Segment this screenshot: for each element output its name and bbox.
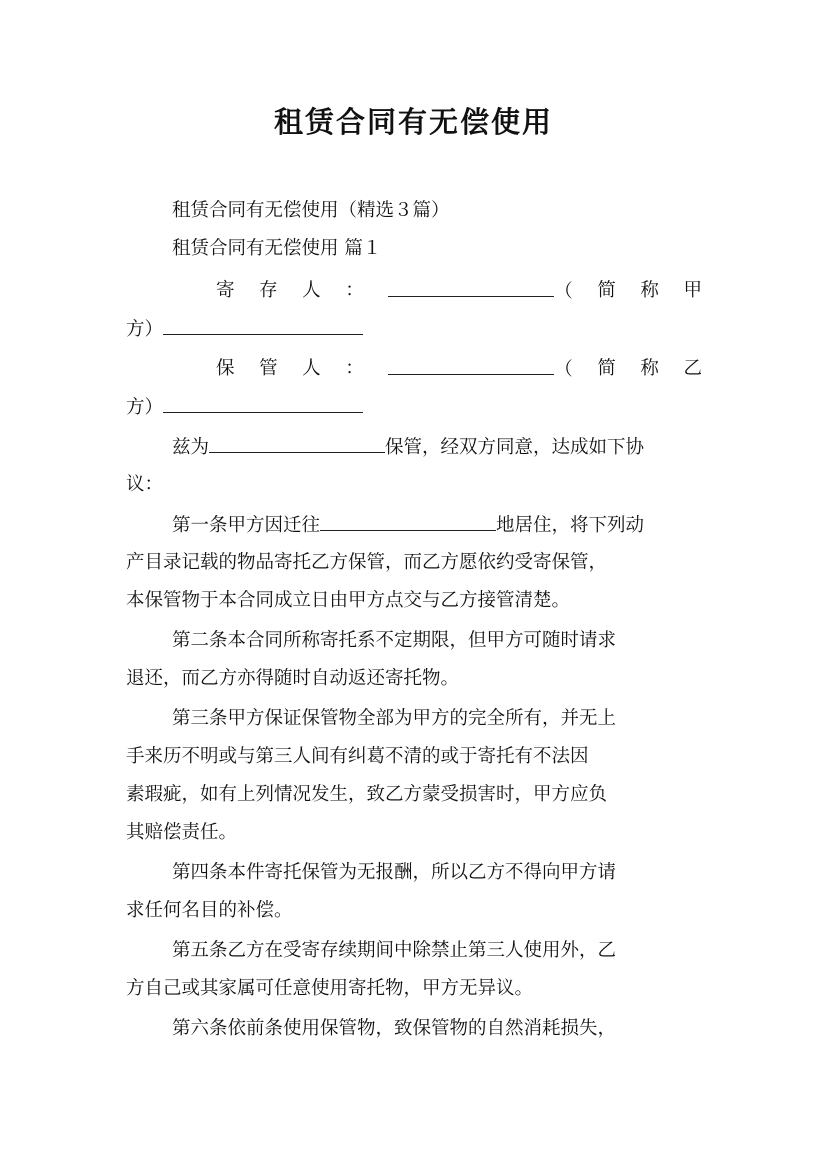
depositor-line xyxy=(216,278,702,305)
article-1-line-1 xyxy=(172,512,702,539)
custodian-field xyxy=(388,356,573,383)
part-heading: 租赁合同有无偿使用 篇１ xyxy=(172,238,382,259)
depositor-blank[interactable] xyxy=(388,278,554,297)
article-3-line-2: 手来历不明或与第三人间有纠葛不清的或于寄托有不法因 xyxy=(126,746,589,767)
article-3-line-3: 素瑕疵，如有上列情况发生，致乙方蒙受损害时，甲方应负 xyxy=(126,784,608,805)
depositor-colon: ： xyxy=(345,280,364,301)
custodian-line xyxy=(216,356,702,383)
article-1-pre: 第一条甲方因迁往 xyxy=(172,515,321,536)
article-5-line-2: 方自己或其家属可任意使用寄托物，甲方无异议。 xyxy=(126,978,534,999)
custodian-line-cont xyxy=(126,394,702,421)
intro-cont: 议： xyxy=(126,474,164,495)
custodian-colon: ： xyxy=(345,358,364,379)
intro-blank[interactable] xyxy=(209,434,385,453)
article-4-line-2: 求任何名目的补偿。 xyxy=(126,900,293,921)
custodian-blank[interactable] xyxy=(388,356,554,375)
article-3-line-1: 第三条甲方保证保管物全部为甲方的完全所有，并无上 xyxy=(172,708,617,729)
article-2-line-2: 退还，而乙方亦得随时自动返还寄托物。 xyxy=(126,668,460,689)
paren-open: （ xyxy=(554,281,573,302)
custodian-char: 管 xyxy=(259,358,278,379)
intro-post: 保管，经双方同意，达成如下协 xyxy=(385,437,645,458)
article-2-line-1: 第二条本合同所称寄托系不定期限，但甲方可随时请求 xyxy=(172,630,617,651)
custodian-char: 人 xyxy=(302,358,321,379)
custodian-abbr-blank[interactable] xyxy=(163,394,363,413)
custodian-tail: 方） xyxy=(126,397,164,418)
abbr-char: 乙 xyxy=(683,358,702,379)
depositor-line-cont xyxy=(126,316,702,343)
abbr-char: 称 xyxy=(640,280,659,301)
article-1-line-3: 本保管物于本合同成立日由甲方点交与乙方接管清楚。 xyxy=(126,590,571,611)
article-1-post: 地居住，将下列动 xyxy=(496,515,645,536)
document-title: 租赁合同有无偿使用 xyxy=(273,105,553,139)
depositor-tail: 方） xyxy=(126,319,164,340)
abbr-char: 称 xyxy=(640,358,659,379)
depositor-field xyxy=(388,278,573,305)
custodian-char: 保 xyxy=(216,358,235,379)
article-6-line-1: 第六条依前条使用保管物，致保管物的自然消耗损失， xyxy=(172,1018,617,1039)
article-5-line-1: 第五条乙方在受寄存续期间中除禁止第三人使用外，乙 xyxy=(172,940,617,961)
article-1-blank[interactable] xyxy=(320,512,496,531)
document-subtitle: 租赁合同有无偿使用（精选３篇） xyxy=(172,200,450,221)
article-1-line-2: 产目录记载的物品寄托乙方保管，而乙方愿依约受寄保管， xyxy=(126,552,608,573)
depositor-char: 人 xyxy=(302,280,321,301)
intro-line xyxy=(172,434,702,461)
article-4-line-1: 第四条本件寄托保管为无报酬，所以乙方不得向甲方请 xyxy=(172,862,617,883)
abbr-char: 甲 xyxy=(683,280,702,301)
depositor-char: 寄 xyxy=(216,280,235,301)
paren-open: （ xyxy=(554,359,573,380)
abbr-char: 简 xyxy=(597,358,616,379)
intro-pre: 兹为 xyxy=(172,437,210,458)
depositor-abbr-blank[interactable] xyxy=(163,316,363,335)
abbr-char: 简 xyxy=(597,280,616,301)
depositor-char: 存 xyxy=(259,280,278,301)
article-3-line-4: 其赔偿责任。 xyxy=(126,822,238,843)
